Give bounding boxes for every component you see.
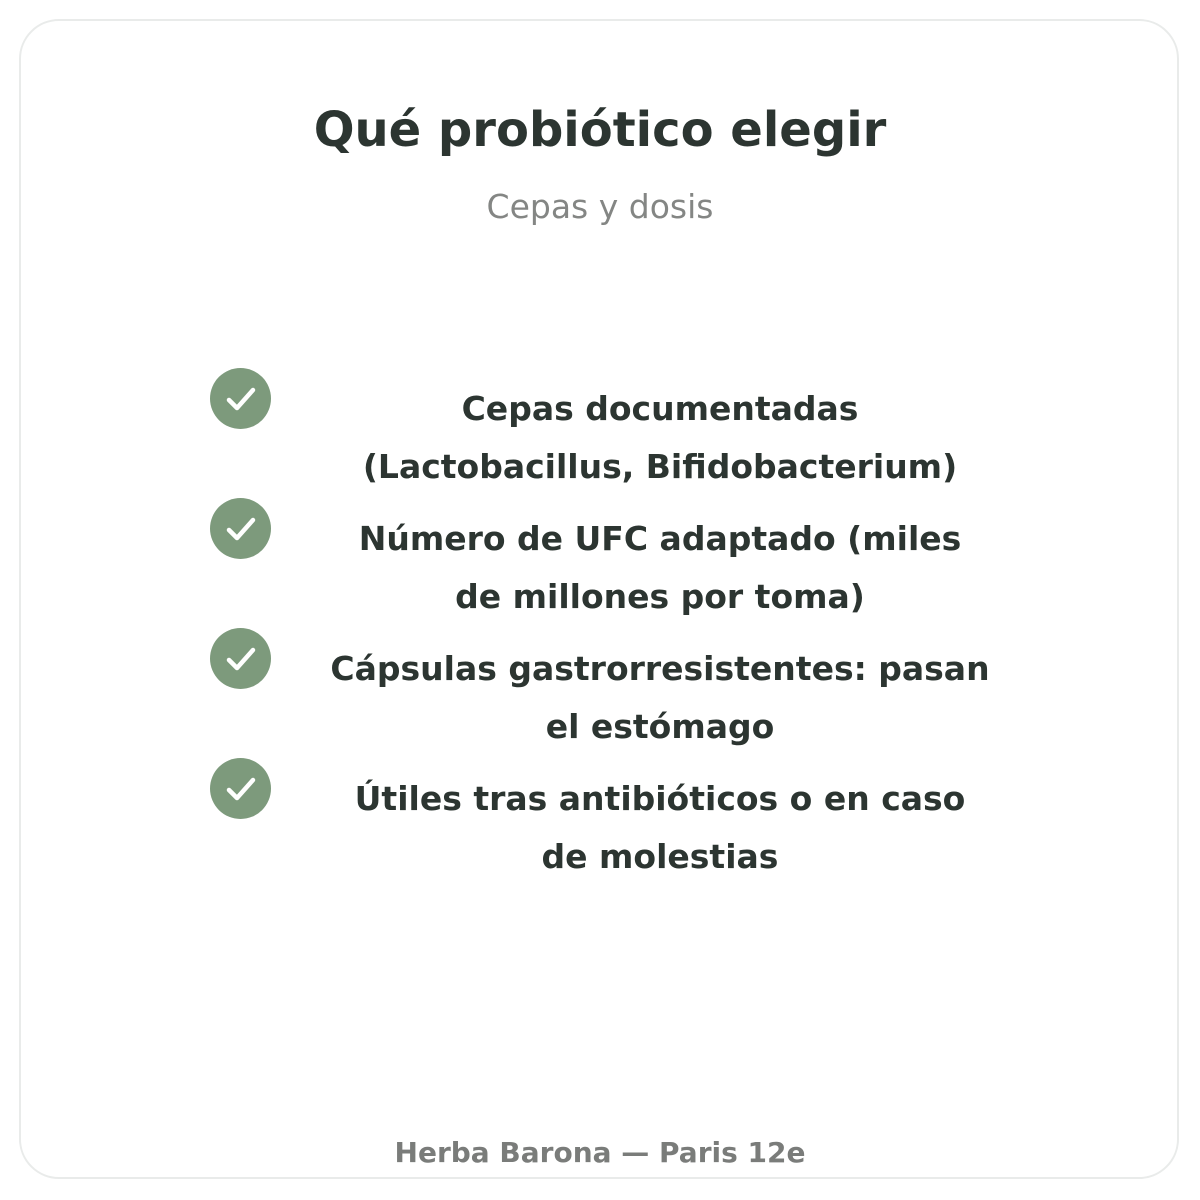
list-item xyxy=(0,498,1200,628)
list-item xyxy=(0,368,1200,498)
list-item-label: Número de UFC adaptado (miles de millones por toma) xyxy=(358,519,962,616)
list-item-label: Cápsulas gastrorresistentes: pasan el estómago xyxy=(330,649,990,746)
page-subtitle: Cepas y dosis xyxy=(486,187,714,226)
check-circle-icon xyxy=(210,498,271,559)
footer-brand: Herba Barona — Paris 12e xyxy=(394,1136,806,1169)
list-item-label: Cepas documentadas (Lactobacillus, Bifidobacterium) xyxy=(362,389,958,486)
list-item xyxy=(0,758,1200,888)
page-title: Qué probiótico elegir xyxy=(313,102,887,158)
list-item-label: Útiles tras antibióticos o en caso de molestias xyxy=(354,779,966,876)
list-item xyxy=(0,628,1200,758)
check-circle-icon xyxy=(210,758,271,819)
check-circle-icon xyxy=(210,628,271,689)
check-circle-icon xyxy=(210,368,271,429)
